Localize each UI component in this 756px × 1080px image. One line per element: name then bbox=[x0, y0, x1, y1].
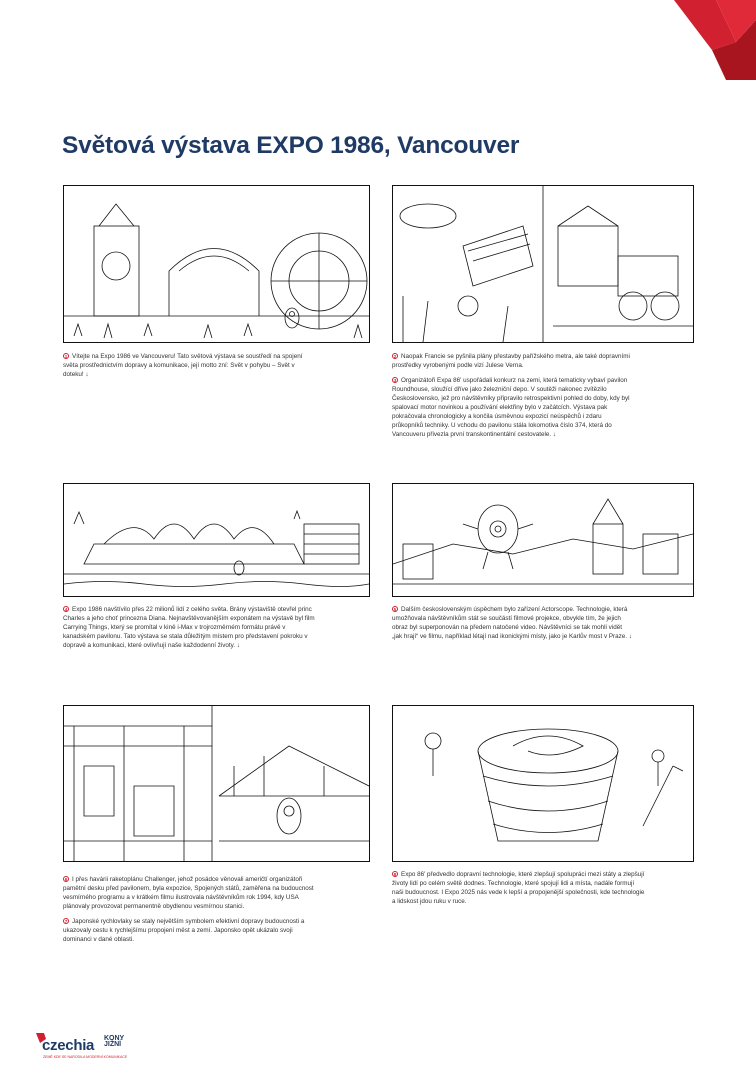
illustration-expo-2025-ring bbox=[392, 705, 694, 862]
marker-icon: 4 bbox=[64, 607, 68, 613]
illustration-canada-place bbox=[63, 483, 370, 597]
partner-logo: KONY JIŽNÍ bbox=[104, 1035, 125, 1048]
marker-icon: 7 bbox=[64, 919, 68, 925]
illustration-roundhouse bbox=[392, 185, 694, 343]
page-title: Světová výstava EXPO 1986, Vancouver bbox=[62, 132, 520, 159]
czechia-tagline: ZEMĚ KDE SE NARODILA MODERNÍ KOMUNIKACE bbox=[43, 1055, 128, 1059]
marker-icon: 8 bbox=[393, 872, 397, 878]
illustration-expo-gate bbox=[63, 185, 370, 343]
illustration-actorscope bbox=[392, 483, 694, 597]
marker-icon: 2 bbox=[393, 354, 397, 360]
illustration-usa-pavilion bbox=[63, 705, 370, 862]
caption-3: 4 Expo 1986 navštívilo přes 22 milionů lidí z celého světa. Brány výstaviště otevřel princ Charles a jeho choť princezna Diana. Nejnavštěvovanějším exponátem na výstavě byl film Carrying Things, který se promítal v kině i-Max v trojrozměrném formátu právě v kanadském pavilonu. Tato výstava se stala důležitým místem pro představení pokroku v dopravě a komunikaci, které ovlivňují naše každodenní životy. ↓ bbox=[63, 606, 315, 649]
corner-ribbon-icon bbox=[666, 0, 756, 80]
caption-5: 6 I přes havárii raketoplánu Challenger, jehož posádce věnovali američtí organizátoři pamětní desku před pavilonem, byla expozice, Spojených států, zaměřena na budoucnost vesmírného programu a v krátkém filmu ilustrovala návštěvníkům rok 1994, kdy USA plánovaly provozovat permanentně obydlenou vesmírnou stanici. 7 Japonské rychlovlaky se staly největším symbolem efektivní dopravy budoucnosti a ukazovaly cestu k rychlejšímu propojení měst a zemí. Japonsko opět ukázalo svoji dominanci v dané oblasti. bbox=[63, 876, 314, 943]
marker-icon: 3 bbox=[393, 378, 397, 384]
czechia-logo: czechia bbox=[42, 1037, 95, 1054]
marker-icon: 1 bbox=[64, 354, 68, 360]
caption-2: 2 Naopak Francie se pyšnila plány přestavby pařížského metra, ale také dopravními prostředky vyrobenými podle vizí Julese Verna. 3 Organizátoři Expa 86' uspořádali konkurz na zemi, která tematicky vybaví pavilon Roundhouse, sloužící dříve jako železniční depo. V soutěži nakonec zvítězilo Československo, jež pro návštěvníky připravilo retrospektivní pohled do doby, kdy byl spalovací motor novinkou a používání elektřiny bylo v začátcích. Výstava pak pokračovala chronologicky a končila úsměvnou expozicí neúspěchů i zdaru průkopníků techniky. U vchodu do pavilonu stála lokomotiva číslo 374, která do Vancouveru přivezla první transkontinentální cestovatele. ↓ bbox=[392, 353, 630, 438]
caption-4: 5 Dalším československým úspěchem bylo zařízení Actorscope. Technologie, která umožňovala návštěvníkům stát se součástí filmové projekce, obvykle tím, že jejich obraz byl superponován na předem natočené video. Návštěvníci se tak mohli vidět „jak hrají“ ve filmu, například létají nad ikonickými místy, jako je Karlův most v Praze. ↓ bbox=[392, 606, 632, 640]
marker-icon: 5 bbox=[393, 607, 397, 613]
caption-6: 8 Expo 86' předvedlo dopravní technologie, které zlepšují spolupráci mezi státy a zlepšují životy lidí po celém světě dodnes. Technologie, které spojují lidi a místa, nadále formují naši budoucnost. I Expo 2025 nás vede k lepší a propojenější společnosti, kde technologie a lidskost jdou ruku v ruce. bbox=[392, 871, 645, 905]
marker-icon: 6 bbox=[64, 877, 68, 883]
caption-1: 1 Vítejte na Expo 1986 ve Vancouveru! Tato světová výstava se soustředí na spojení světa prostřednictvím dopravy a komunikace, její motto zní: Svět v pohybu – Svět v doteku! ↓ bbox=[63, 353, 303, 378]
